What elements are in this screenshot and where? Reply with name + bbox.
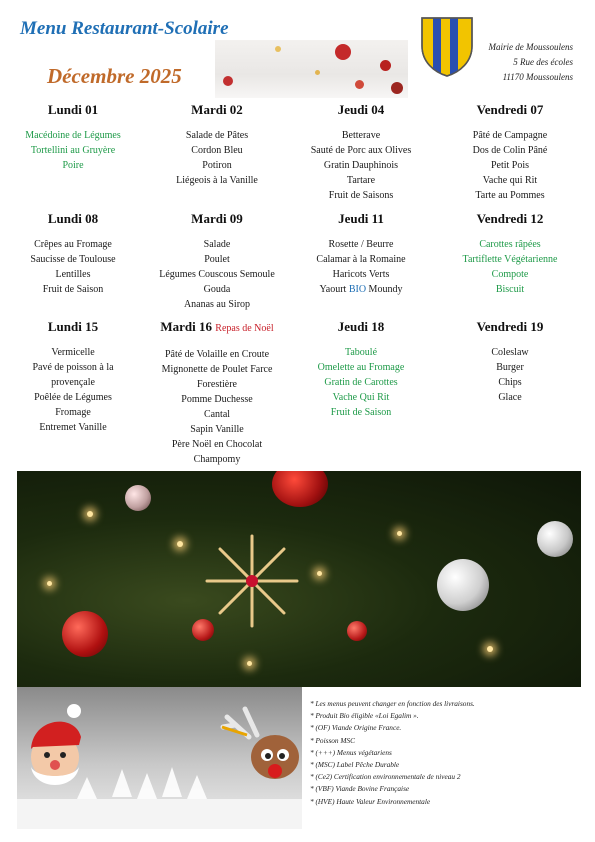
ornament-ball [275,46,281,52]
menu-item: Sapin Vanille [190,424,244,435]
note-line: * (OF) Viande Origine France. [310,723,402,733]
menu-item: Pâté de Volaille en Croute [164,349,270,360]
menu-item: Salade [203,239,231,250]
day-column [142,211,292,312]
menu-item: Macédoine de Légumes [25,130,121,141]
mairie-street: 5 Rue des écoles [513,57,573,67]
menu-item: Crêpes au Fromage [34,239,112,250]
ornament-ball [223,76,233,86]
day-column [435,211,585,297]
santa-reindeer-image [17,687,302,829]
menu-item: Vache Qui Rit [332,392,390,403]
day-column [0,211,148,297]
menu-item: Glace [498,392,522,403]
month-title: Décembre 2025 [47,64,182,88]
menu-item: provençale [51,377,95,388]
note-line: * (VBF) Viande Bovine Française [310,784,410,794]
day-column [142,319,292,467]
menu-item: Père Noël en Chocolat [171,439,263,450]
day-heading [435,102,585,118]
day-column [435,102,585,203]
menu-item: Pavé de poisson à la [32,362,114,373]
menu-item: Betterave [341,130,381,141]
menu-item: Poire [62,160,84,171]
fairy-light [247,661,252,666]
santa-reindeer-illustration-icon [17,687,302,829]
ornament-ball [391,82,403,94]
day-heading [142,102,292,118]
menu-item: Champomy [193,454,241,465]
ornament-ball [335,44,351,60]
menu-item: Saucisse de Toulouse [30,254,116,265]
mairie-name: Mairie de Moussoulens [488,42,573,52]
menu-item: Entremet Vanille [39,422,107,433]
menu-item: Gouda [203,284,231,295]
menu-item: Rosette / Beurre [328,239,394,250]
fairy-light [47,581,52,586]
ornament-ball [125,485,151,511]
day-column [286,211,436,297]
red-ornament [347,621,367,641]
menu-item: Haricots Verts [332,269,390,280]
menu-item: Tortellini au Gruyère [30,145,116,156]
menu-item: Gratin Dauphinois [323,160,399,171]
note-line: * (+++) Menus végétariens [310,747,392,757]
menu-item: Lentilles [55,269,91,280]
silver-ornament [437,559,489,611]
menu-item: Coleslaw [491,347,529,358]
menu-item: Vache qui Rit [482,175,538,186]
red-ornament [62,611,108,657]
ornament-ball [315,70,320,75]
menu-item: Biscuit [495,284,525,295]
note-line: * Produit Bio éligible «Loi Egalim ». [310,711,419,721]
day-heading [0,211,148,227]
menu-item: Fruit de Saisons [328,190,394,201]
menu-item-text: Yaourt [319,284,349,295]
day-label: Mardi 02 [191,102,243,117]
menu-item: Petit Pois [490,160,530,171]
note-line: * Poisson MSC [310,735,355,745]
day-column [142,102,292,188]
menu-item: Taboulé [344,347,378,358]
day-heading [142,211,292,227]
day-label: Vendredi 07 [476,102,544,117]
menu-item: Forestière [197,379,237,390]
day-heading [286,319,436,335]
christmas-tree-photo [17,471,581,687]
day-column [435,319,585,405]
day-label: Mardi 16 [160,319,213,334]
menu-item: Liégeois à la Vanille [176,175,258,186]
menu-item: Compote [491,269,529,280]
menu-item: Gratin de Carottes [324,377,398,388]
note-line: * (MSC) Label Pêche Durable [310,760,400,770]
fairy-light [87,511,93,517]
menu-item: Poêlée de Légumes [34,392,112,403]
mairie-address [489,40,574,85]
day-heading [435,319,585,335]
menu-item: Pomme Duchesse [181,394,253,405]
menu-item: Dos de Colin Pâné [472,145,548,156]
fairy-light [317,571,322,576]
day-column [286,102,436,203]
ornament-ball [380,60,391,71]
fairy-light [177,541,183,547]
menu-item-text: Moundy [366,284,403,295]
day-label: Lundi 15 [47,319,99,334]
red-ornament [272,471,328,507]
day-label: Jeudi 18 [337,319,385,334]
menu-item: Chips [498,377,522,388]
menu-item: Tartiflette Végétarienne [462,254,558,265]
day-heading [286,211,436,227]
day-label: Mardi 09 [191,211,243,226]
day-heading [142,319,292,337]
note-line: * Les menus peuvent changer en fonction des livraisons. [310,699,475,708]
christmas-banner-image [215,40,408,98]
day-label: Lundi 08 [47,211,99,226]
menu-item: Poulet [204,254,230,265]
menu-item: Cantal [203,409,231,420]
straw-star-icon [202,531,302,631]
menu-item: Tarte au Pommes [475,190,545,201]
menu-notes [310,698,580,808]
menu-item: Omelette au Fromage [317,362,405,373]
menu-item: Vermicelle [51,347,95,358]
day-label: Jeudi 11 [338,211,384,226]
menu-item: Burger [496,362,524,373]
ornament-ball [355,80,364,89]
mairie-city: 11170 Moussoulens [502,72,573,82]
fairy-light [397,531,402,536]
note-line: * (HVE) Haute Valeur Environnementale [310,796,431,806]
bio-label: BIO [348,284,367,295]
menu-item: Fruit de Saison [42,284,104,295]
fairy-light [487,646,493,652]
menu-item: Mignonette de Poulet Farce [161,364,273,375]
silver-ornament [537,521,573,557]
special-meal-label: Repas de Noël [215,323,274,334]
note-line: * (Ce2) Certification environnementale de niveau 2 [310,772,461,782]
moussoulens-coat-of-arms-icon [420,16,474,78]
menu-item: Salade de Pâtes [185,130,249,141]
menu-item: Fruit de Saison [330,407,392,418]
menu-item: Potiron [202,160,232,171]
day-column [0,102,148,173]
menu-item [286,282,436,297]
menu-item: Pâté de Campagne [472,130,548,141]
day-heading [286,102,436,118]
menu-item: Légumes Couscous Semoule [159,269,275,280]
day-label: Vendredi 12 [476,211,544,226]
day-heading [435,211,585,227]
day-label: Vendredi 19 [476,319,544,334]
menu-item: Cordon Bleu [191,145,243,156]
menu-item: Sauté de Porc aux Olives [310,145,412,156]
day-column [286,319,436,420]
menu-item: Tartare [346,175,376,186]
menu-title: Menu Restaurant-Scolaire [20,18,229,39]
day-heading [0,319,148,335]
menu-item: Fromage [55,407,91,418]
menu-item: Ananas au Sirop [183,299,251,310]
menu-item: Carottes râpées [479,239,541,250]
day-heading [0,102,148,118]
day-label: Jeudi 04 [337,102,385,117]
menu-item: Calamar à la Romaine [316,254,406,265]
day-column [0,319,148,435]
day-label: Lundi 01 [47,102,99,117]
